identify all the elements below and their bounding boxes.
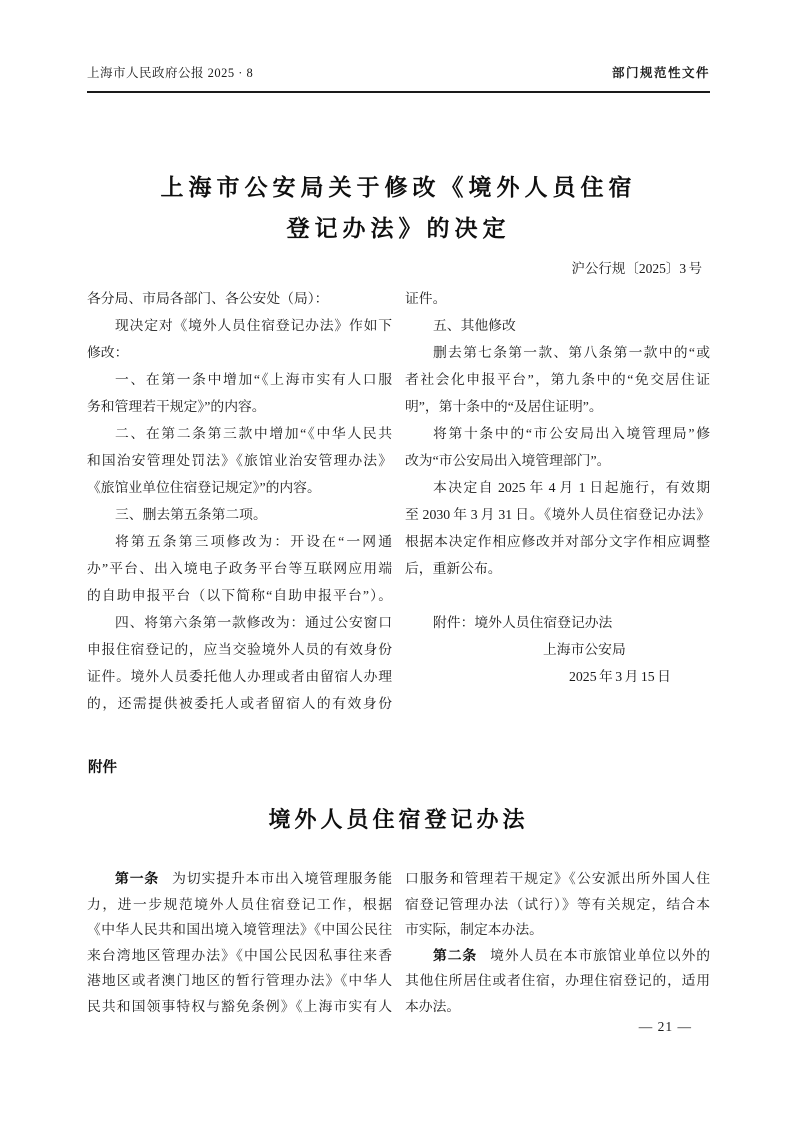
decision-title-line2: 登记办法》的决定 [286, 215, 511, 241]
text-line: 务和管理若干规定》”的内容。 [87, 399, 266, 414]
text-line: 力，进一步规范境外人员住宿登记工作，根据 [87, 896, 392, 912]
decision-left-column [87, 285, 392, 717]
header-rule [87, 91, 710, 93]
text-line: 将第十条中的“市公安局出入境管理局”修 [433, 426, 710, 441]
text-line: 口服务和管理若干规定》《公安派出所外国人住 [405, 871, 710, 886]
text-line: 办”平台、出入境电子政务平台等互联网应用端 [87, 561, 392, 576]
gazette-issue-label: 上海市人民政府公报 2025 · 8 [87, 66, 254, 80]
decision-right-lines [405, 285, 710, 582]
text-line: 后，重新公布。 [405, 561, 502, 576]
text-line: 证件。境外人员委托他人办理或者由留宿人办理 [87, 669, 392, 684]
text-line: 证件。 [405, 291, 447, 306]
text-line: 一、在第一条中增加“《上海市实有人口服 [115, 372, 392, 387]
text-line: 改为“市公安局出入境管理部门”。 [405, 453, 611, 468]
text-line: 本办法。 [405, 998, 461, 1014]
text-line: 和国治安管理处罚法》《旅馆业治安管理办法》 [87, 453, 392, 468]
text-line: 二、在第二条第三款中增加“《中华人民共 [115, 426, 392, 441]
text-line: 至 2030 年 3 月 31 日。《境外人员住宿登记办法》 [405, 507, 710, 522]
text-line: 各分局、市局各部门、各公安处（局）： [87, 291, 329, 306]
article-term-bold: 第一条 [115, 871, 160, 886]
text-line: 删去第七条第一款、第八条第一款中的“或 [433, 345, 710, 360]
text-line: 现决定对《境外人员住宿登记办法》作如下 [115, 318, 392, 333]
text-line: 明”，第十条中的“及居住证明”。 [405, 399, 603, 414]
annex-left-column [87, 866, 392, 1019]
annex-left-lines [87, 866, 392, 1019]
signature-date: 2025 年 3 月 15 日 [569, 669, 671, 684]
text-line: 本决定自 2025 年 4 月 1 日起施行，有效期 [433, 480, 710, 495]
text-line: 四、将第六条第一款修改为：通过公安窗口 [115, 615, 392, 630]
text-line: 第二条 境外人员在本市旅馆业单位以外的 [433, 947, 711, 963]
text-line: 《中华人民共和国出境入境管理法》《中国公民往 [87, 922, 392, 937]
annex-reference-line: 附件：境外人员住宿登记办法 [433, 615, 613, 630]
section-category-label: 部门规范性文件 [611, 66, 710, 80]
annex-right-lines [405, 866, 710, 1019]
text-line: 市实际，制定本办法。 [405, 922, 543, 937]
text-line: 者社会化申报平台”，第九条中的“免交居住证 [405, 372, 710, 387]
signature-organization: 上海市公安局 [543, 642, 626, 657]
text-line: 申报住宿登记的，应当交验境外人员的有效身份 [87, 642, 392, 657]
running-head [87, 63, 710, 81]
decision-title-line1: 上海市公安局关于修改《境外人员住宿 [160, 174, 637, 200]
document-number: 沪公行规〔2025〕3 号 [571, 261, 702, 276]
annex-title: 境外人员住宿登记办法 [268, 807, 529, 832]
text-line: 修改： [87, 345, 129, 360]
page-number: — 21 — [638, 1019, 692, 1034]
decision-right-column [405, 285, 710, 690]
decision-title [87, 167, 710, 249]
text-line: 将第五条第三项修改为：开设在“一网通 [115, 534, 392, 549]
text-line: 港地区或者澳门地区的暂行管理办法》《中华人 [87, 973, 392, 988]
text-line: 三、删去第五条第二项。 [115, 507, 267, 522]
text-line: 第一条 为切实提升本市出入境管理服务能 [115, 871, 393, 886]
spacer-line [405, 582, 710, 609]
text-line: 五、其他修改 [433, 318, 516, 333]
decision-left-lines [87, 285, 392, 717]
text-line: 《旅馆业单位住宿登记规定》”的内容。 [87, 480, 321, 495]
text-line: 其他住所居住或者住宿，办理住宿登记的，适用 [405, 973, 710, 988]
text-line: 宿登记管理办法（试行）》等有关规定，结合本 [405, 896, 710, 912]
annex-right-column [405, 866, 710, 1019]
article-term-bold: 第二条 [433, 947, 478, 963]
text-line: 民共和国领事特权与豁免条例》《上海市实有人 [87, 998, 392, 1014]
annex-label: 附件 [88, 760, 117, 776]
text-line: 的，还需提供被委托人或者留宿人的有效身份 [87, 696, 392, 711]
text-line: 的自助申报平台（以下简称“自助申报平台”）。 [87, 588, 392, 603]
text-line: 根据本决定作相应修改并对部分文字作相应调整 [405, 534, 710, 549]
text-line: 来台湾地区管理办法》《中国公民因私事往来香 [87, 947, 392, 963]
